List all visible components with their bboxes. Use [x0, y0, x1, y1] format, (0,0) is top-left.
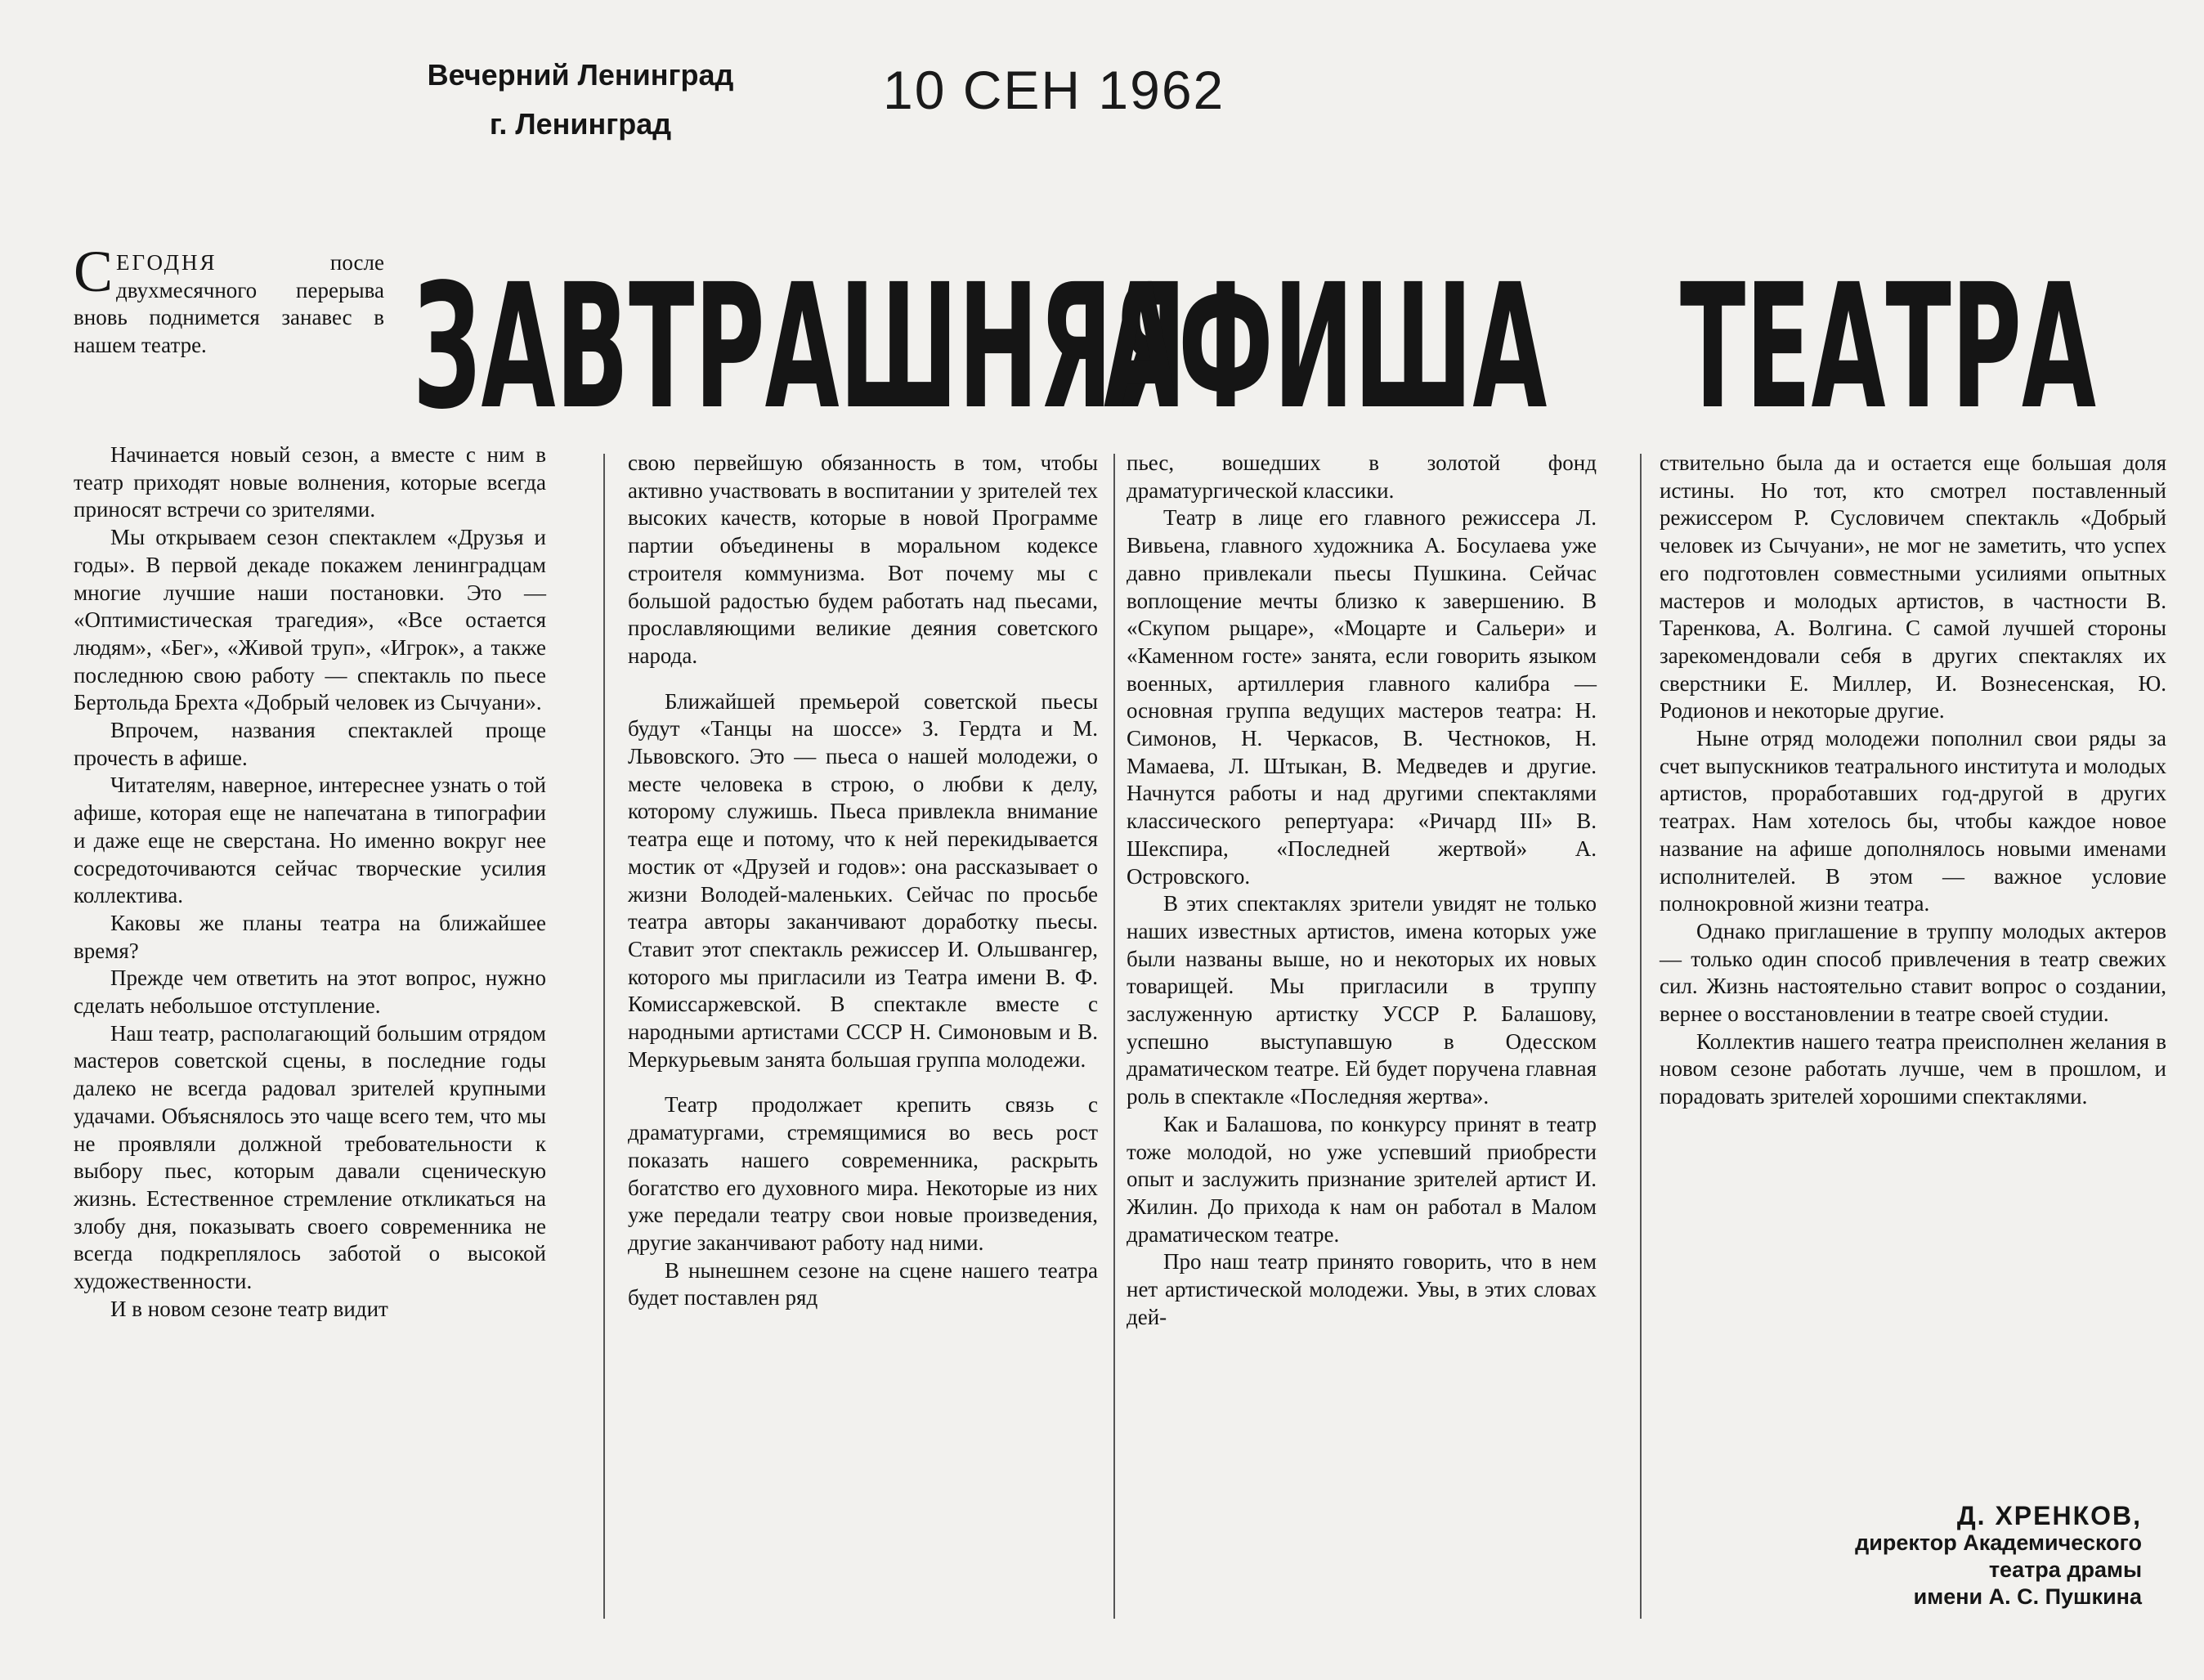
paragraph: Театр продолжает крепить связь с драматургами, стремящимися во весь рост показать нашего современника, раскрыть богатство его духовного мира. Некоторые из них уже передали театру свои новые произведения, другие заканчивают работу над ними. — [628, 1092, 1098, 1255]
lead-caps: ЕГОДНЯ — [116, 250, 217, 275]
article-column-4 — [1660, 450, 2166, 1111]
paragraph: В этих спектаклях зрители увидят не только наших известных артистов, имена которых уже были названы выше, но и некоторых их новых товарищей. Мы пригласили в труппу заслуженную артистку УССР Р. Балашову, успешно выступавшую в Одесском драматическом театре. Ей будет поручена главная роль в спектакле «Последняя жертва». — [1127, 891, 1597, 1109]
paragraph: свою первейшую обязанность в том, чтобы активно участвовать в воспитании у зрителей тех высоких качеств, которые в новой Программе партии объединены в моральном кодексе строителя коммунизма. Вот почему мы с большой радостью будем работать над пьесами, прославляющими великие деяния советского народа. — [628, 450, 1098, 668]
paragraph: Ныне отряд молодежи пополнил свои ряды за счет выпускников театрального института и молодых артистов, проработавших год-другой в других театрах. Нам хотелось бы, чтобы каждое новое название на афише дополнялось новыми именами исполнителей. В этом — важное условие полнокровной жизни театра. — [1660, 726, 2166, 916]
paragraph: В нынешнем сезоне на сцене нашего театра будет поставлен ряд — [628, 1257, 1098, 1310]
article-column-3 — [1127, 450, 1597, 1332]
lead-paragraph — [74, 239, 384, 360]
paragraph: Наш театр, располагающий большим отрядом мастеров советской сцены, в последние годы далеко не всегда радовал зрителей крупными удачами. Объяснялось это чаще всего тем, что мы не проявляли должной требовательности к выбору пьес, которым давали сценическую жизнь. Естественное стремление откликаться на злобу дня, показывать своего современника не всегда подкреплялось заботой о высокой художественности. — [74, 1020, 546, 1294]
paragraph: Мы открываем сезон спектаклем «Друзья и годы». В первой декаде покажем ленинградцам многие лучшие наши постановки. Это — «Оптимистическая трагедия», «Все остается людям», «Бег», «Живой труп», «Игрок», а также последнюю свою работу — спектакль по пьесе Бертольда Брехта «Добрый человек из Сычуани». — [74, 525, 546, 715]
paragraph: Про наш театр принято говорить, что в нем нет артистической молодежи. Увы, в этих словах дей- — [1127, 1249, 1597, 1329]
date-stamp: 10 СЕН 1962 — [883, 60, 1225, 120]
paragraph: И в новом сезоне театр видит — [110, 1296, 388, 1321]
headline: ЗАВТРАШНЯЯ АФИША ТЕАТРА — [413, 247, 2096, 447]
drop-cap: С — [74, 239, 114, 304]
signature — [1660, 1503, 2142, 1611]
newspaper-name: Вечерний Ленинград — [427, 58, 734, 92]
author-title-2: театра драмы — [1988, 1557, 2142, 1582]
newspaper-city: г. Ленинград — [489, 107, 672, 141]
paragraph: Прежде чем ответить на этот вопрос, нужно сделать небольшое отступление. — [74, 965, 546, 1019]
author-title-1: директор Академического — [1855, 1530, 2142, 1555]
paragraph: Впрочем, названия спектаклей проще прочесть в афише. — [74, 718, 546, 770]
paragraph: Как и Балашова, по конкурсу принят в театр тоже молодой, но уже успевший приобрести опыт и заслужить признание зрителей артист И. Жилин. До прихода к нам он работал в Малом драматическом театре. — [1127, 1111, 1597, 1247]
paragraph: ствительно была да и остается еще большая доля истины. Но тот, кто смотрел поставленный режиссером Р. Сусловичем спектакль «Добрый человек из Сычуани», не мог не заметить, что успех его подготовлен совместными усилиями опытных мастеров и молодых артистов, в частности В. Таренкова, А. Волгина. С самой лучшей стороны зарекомендовали себя в других спектаклях их сверстники Е. Миллер, И. Вознесенская, Ю. Родионов и некоторые другие. — [1660, 450, 2166, 724]
masthead — [384, 51, 777, 149]
paragraph: Театр в лице его главного режиссера Л. Вивьена, главного художника А. Босулаева уже давно привлекали пьесы Пушкина. Сейчас воплощение мечты близко к завершению. В «Скупом рыцаре», «Моцарте и Сальери» и «Каменном госте» занята, если говорить языком военных, артиллерия главного калибра — основная группа ведущих мастеров театра: Н. Симонов, Н. Черкасов, В. Честноков, Н. Мамаева, Л. Штыкан, В. Медведев и другие. Начнутся работы и над другими спектаклями классического репертуара: «Ричард III» В. Шекспира, «Последней жертвой» А. Островского. — [1127, 505, 1597, 889]
column-rule — [1113, 454, 1115, 1619]
paragraph: Коллектив нашего театра преисполнен желания в новом сезоне работать лучше, чем в прошлом, и порадовать зрителей хорошими спектаклями. — [1660, 1028, 2166, 1109]
paragraph: Ближайшей премьерой советской пьесы будут «Танцы на шоссе» З. Гердта и М. Львовского. Это — пьеса о нашей молодежи, о месте человека в строю, о любви к делу, которому служишь. Пьеса привлекла внимание театра еще и потому, что к ней перекидывается мостик от «Друзей и годов»: она рассказывает о жизни Володей-маленьких. Сейчас по просьбе театра авторы заканчивают доработку пьесы. Ставит этот спектакль режиссер И. Ольшвангер, которого мы пригласили из Театра имени В. Ф. Комиссаржевской. В спектакле вместе с народными артистами СССР Н. Симоновым и В. Меркурьевым занята большая группа молодежи. — [628, 688, 1098, 1072]
paragraph: пьес, вошедших в золотой фонд драматургической классики. — [1127, 450, 1597, 503]
author-name: Д. ХРЕНКОВ, — [1956, 1501, 2142, 1530]
column-rule — [1640, 454, 1642, 1619]
paragraph: Каковы же планы театра на ближайшее время? — [74, 910, 546, 963]
lead-text: после двухмесячного перерыва вновь поднимется занавес в нашем театре. — [74, 250, 384, 358]
paragraph: Читателям, наверное, интереснее узнать о той афише, которая еще не напечатана в типографии и даже еще не сверстана. Но именно вокруг нее сосредоточиваются сейчас творческие усилия коллектива. — [74, 773, 546, 908]
paragraph: Начинается новый сезон, а вместе с ним в театр приходят новые волнения, которые всегда приносят встречи со зрителями. — [74, 442, 546, 522]
column-rule — [603, 454, 605, 1619]
paragraph: Однако приглашение в труппу молодых актеров — только один способ привлечения в театр свежих сил. Жизнь настоятельно ставит вопрос о создании, вернее о восстановлении в театре своей студии. — [1660, 918, 2166, 1027]
article-column-1 — [74, 441, 546, 1324]
author-title-3: имени А. С. Пушкина — [1913, 1584, 2142, 1609]
article-column-2 — [628, 450, 1098, 1312]
